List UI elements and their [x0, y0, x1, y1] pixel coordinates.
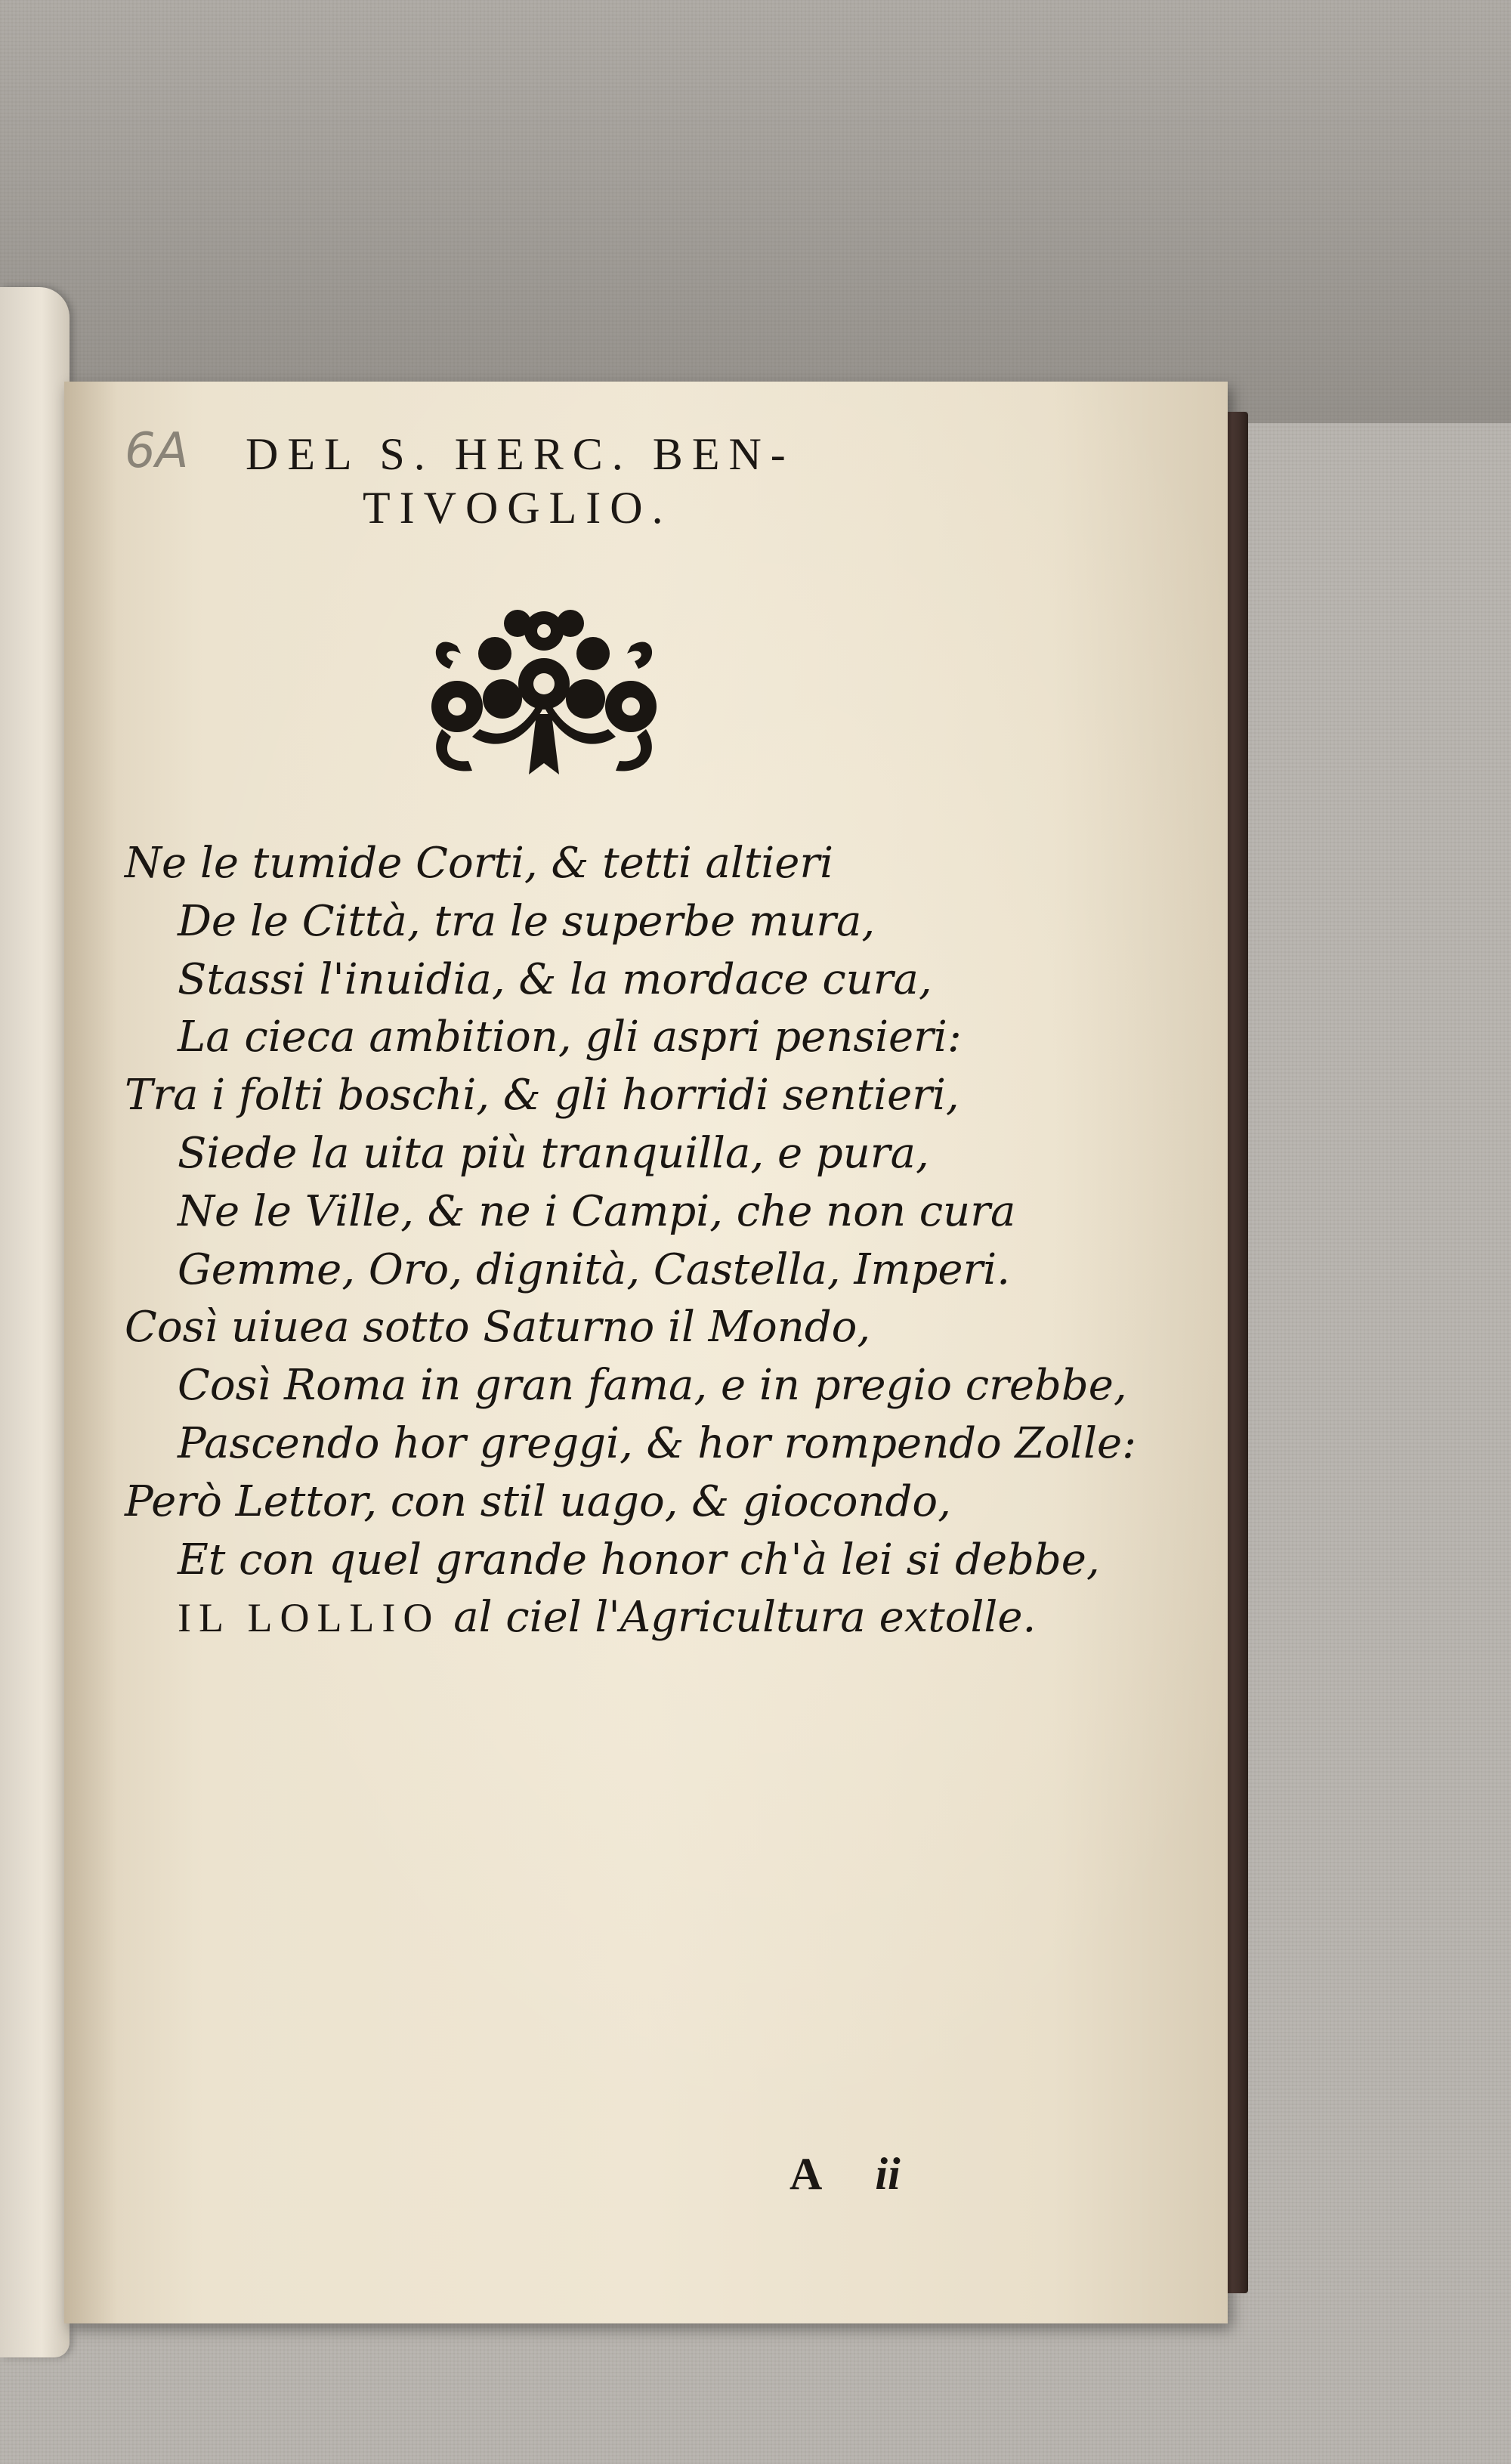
verse-line: La cieca ambition, gli aspri pensieri: [178, 1012, 962, 1062]
pencil-annotation: 6A [125, 423, 189, 479]
verse-line: Ne le tumide Corti, & tetti altieri [125, 839, 834, 888]
author-name: IL LOLLIO [178, 1595, 440, 1641]
verse-line: Et con quel grande honor ch'à lei si debbe, [178, 1535, 1100, 1584]
final-line-rest: al ciel l'Agricultura extolle. [440, 1593, 1037, 1643]
signature-number: ii [875, 2149, 901, 2199]
book-page [64, 382, 1228, 2323]
verse-line: Ne le Ville, & ne i Campi, che non cura [178, 1186, 1016, 1236]
verse-line: Pascendo hor greggi, & hor rompendo Zolle: [178, 1418, 1136, 1468]
verse-line: Così Roma in gran fama, e in pregio crebbe, [178, 1361, 1127, 1411]
verse-line: Stassi l'inuidia, & la mordace cura, [178, 954, 932, 1004]
verse-line: Siede la uita più tranquilla, e pura, [178, 1128, 929, 1178]
verse-line: Così uiuea sotto Saturno il Mondo, [125, 1303, 871, 1353]
verse-line: Tra i folti boschi, & gli horridi sentieri, [125, 1071, 959, 1121]
verse-line: De le Città, tra le superbe mura, [178, 896, 876, 946]
floral-fleuron-icon [412, 601, 676, 790]
verse-line-final [125, 1589, 1197, 1647]
verse-line: Gemme, Oro, dignità, Castella, Imperi. [178, 1244, 1011, 1294]
running-head-line-2: TIVOGLIO. [363, 483, 672, 533]
running-head-line-1: DEL S. HERC. BEN- [246, 429, 795, 479]
signature-mark [789, 2148, 901, 2200]
page-gutter [64, 382, 117, 2323]
verse-line: Però Lettor, con stil uago, & giocondo, [125, 1476, 951, 1526]
background-shadow [0, 0, 1511, 423]
facing-page-edge [0, 287, 70, 2357]
sonnet-text [125, 835, 1197, 1647]
signature-letter: A [789, 2149, 823, 2199]
